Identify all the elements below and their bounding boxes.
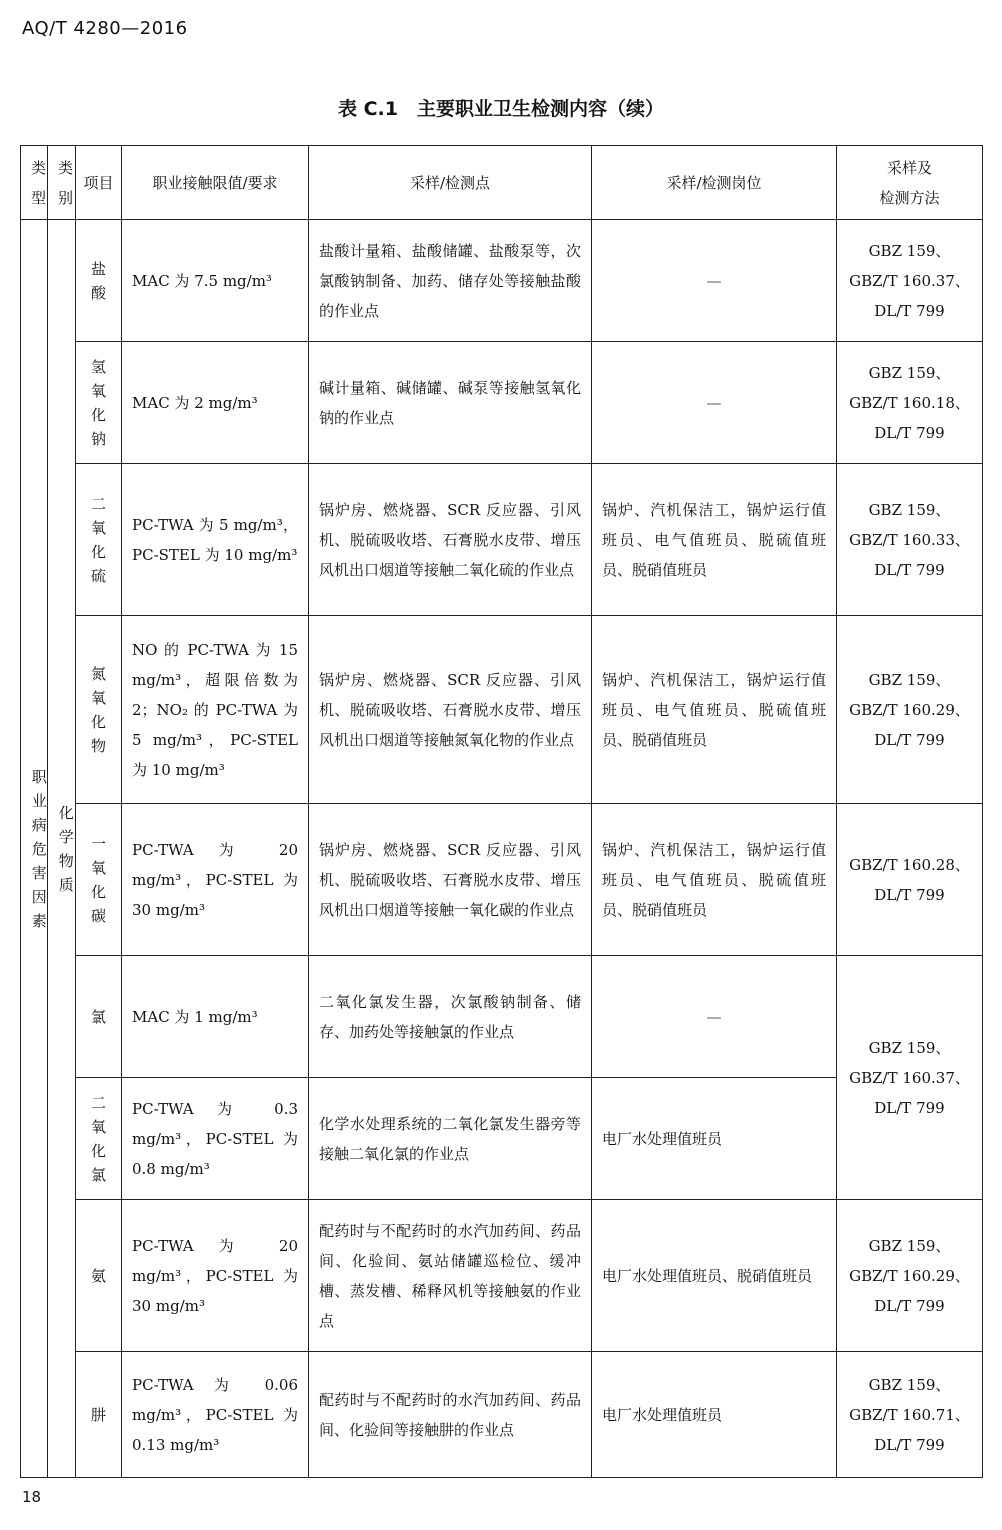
point-cell: 二氧化氯发生器，次氯酸钠制备、储存、加药处等接触氯的作业点: [309, 956, 592, 1078]
header-post: 采样/检测岗位: [592, 146, 837, 220]
point-cell: 锅炉房、燃烧器、SCR 反应器、引风机、脱硫吸收塔、石膏脱水皮带、增压风机出口烟道等接触一氧化碳的作业点: [309, 804, 592, 956]
header-row: [21, 146, 983, 220]
post-cell: 锅炉、汽机保洁工，锅炉运行值班员、电气值班员、脱硫值班员、脱硝值班员: [592, 616, 837, 804]
method-cell: GBZ 159、 GBZ/T 160.37、 DL/T 799: [837, 956, 983, 1200]
point-cell: 锅炉房、燃烧器、SCR 反应器、引风机、脱硫吸收塔、石膏脱水皮带、增压风机出口烟道等接触氮氧化物的作业点: [309, 616, 592, 804]
limit-cell: PC-TWA 为 0.3 mg/m³，PC-STEL 为 0.8 mg/m³: [122, 1078, 309, 1200]
limit-cell: PC-TWA 为 0.06 mg/m³，PC-STEL 为 0.13 mg/m³: [122, 1352, 309, 1478]
table-row-chlorine: [21, 956, 983, 1078]
table-row-ammonia: [21, 1200, 983, 1352]
header-item: 项目: [76, 146, 122, 220]
page-number: 18: [22, 1488, 42, 1506]
post-cell: 电厂水处理值班员: [592, 1078, 837, 1200]
method-cell: GBZ 159、 GBZ/T 160.29、 DL/T 799: [837, 616, 983, 804]
point-cell: 锅炉房、燃烧器、SCR 反应器、引风机、脱硫吸收塔、石膏脱水皮带、增压风机出口烟道等接触二氧化硫的作业点: [309, 464, 592, 616]
type-cell: 职业病危害因素: [21, 220, 48, 1478]
method-cell: GBZ 159、 GBZ/T 160.18、 DL/T 799: [837, 342, 983, 464]
category-cell: 化学物质: [48, 220, 76, 1478]
limit-cell: PC-TWA 为 20 mg/m³，PC-STEL 为 30 mg/m³: [122, 804, 309, 956]
item-cell: 二氧化硫: [76, 464, 122, 616]
point-cell: 配药时与不配药时的水汽加药间、药品间、化验间等接触肼的作业点: [309, 1352, 592, 1478]
method-cell: GBZ 159、 GBZ/T 160.71、 DL/T 799: [837, 1352, 983, 1478]
header-category: 类别: [48, 146, 76, 220]
limit-cell: NO 的 PC-TWA 为 15 mg/m³，超限倍数为 2；NO₂ 的 PC-TWA 为 5 mg/m³，PC-STEL 为 10 mg/m³: [122, 616, 309, 804]
header-type: 类型: [21, 146, 48, 220]
post-cell: —: [592, 220, 837, 342]
limit-cell: MAC 为 7.5 mg/m³: [122, 220, 309, 342]
header-point: 采样/检测点: [309, 146, 592, 220]
point-cell: 化学水处理系统的二氧化氯发生器旁等接触二氧化氯的作业点: [309, 1078, 592, 1200]
post-cell: 电厂水处理值班员、脱硝值班员: [592, 1200, 837, 1352]
table-row-sulfur-dioxide: [21, 464, 983, 616]
post-cell: —: [592, 342, 837, 464]
item-cell: 一氧化碳: [76, 804, 122, 956]
header-limit: 职业接触限值/要求: [122, 146, 309, 220]
limit-cell: MAC 为 1 mg/m³: [122, 956, 309, 1078]
table-row-hydrazine: [21, 1352, 983, 1478]
method-cell: GBZ/T 160.28、 DL/T 799: [837, 804, 983, 956]
item-cell: 二氧化氯: [76, 1078, 122, 1200]
point-cell: 碱计量箱、碱储罐、碱泵等接触氢氧化钠的作业点: [309, 342, 592, 464]
table-row-sodium-hydroxide: [21, 342, 983, 464]
post-cell: 锅炉、汽机保洁工，锅炉运行值班员、电气值班员、脱硫值班员、脱硝值班员: [592, 804, 837, 956]
table-row-carbon-monoxide: [21, 804, 983, 956]
item-cell: 氮氧化物: [76, 616, 122, 804]
post-cell: 电厂水处理值班员: [592, 1352, 837, 1478]
header-method: 采样及 检测方法: [837, 146, 983, 220]
table-row-nitrogen-oxides: [21, 616, 983, 804]
item-cell: 氢氧化钠: [76, 342, 122, 464]
limit-cell: PC-TWA 为 5 mg/m³，PC-STEL 为 10 mg/m³: [122, 464, 309, 616]
post-cell: —: [592, 956, 837, 1078]
item-cell: 盐酸: [76, 220, 122, 342]
method-cell: GBZ 159、 GBZ/T 160.29、 DL/T 799: [837, 1200, 983, 1352]
monitoring-content-table: [20, 145, 983, 1478]
limit-cell: MAC 为 2 mg/m³: [122, 342, 309, 464]
table-row-hydrochloric-acid: [21, 220, 983, 342]
method-cell: GBZ 159、 GBZ/T 160.33、 DL/T 799: [837, 464, 983, 616]
point-cell: 配药时与不配药时的水汽加药间、药品间、化验间、氨站储罐巡检位、缓冲槽、蒸发槽、稀释风机等接触氨的作业点: [309, 1200, 592, 1352]
limit-cell: PC-TWA 为 20 mg/m³，PC-STEL 为 30 mg/m³: [122, 1200, 309, 1352]
post-cell: 锅炉、汽机保洁工，锅炉运行值班员、电气值班员、脱硫值班员、脱硝值班员: [592, 464, 837, 616]
point-cell: 盐酸计量箱、盐酸储罐、盐酸泵等，次氯酸钠制备、加药、储存处等接触盐酸的作业点: [309, 220, 592, 342]
item-cell: 氨: [76, 1200, 122, 1352]
item-cell: 氯: [76, 956, 122, 1078]
method-cell: GBZ 159、 GBZ/T 160.37、 DL/T 799: [837, 220, 983, 342]
table-title: 表 C.1 主要职业卫生检测内容（续）: [338, 98, 664, 120]
item-cell: 肼: [76, 1352, 122, 1478]
document-code: AQ/T 4280—2016: [22, 18, 188, 39]
